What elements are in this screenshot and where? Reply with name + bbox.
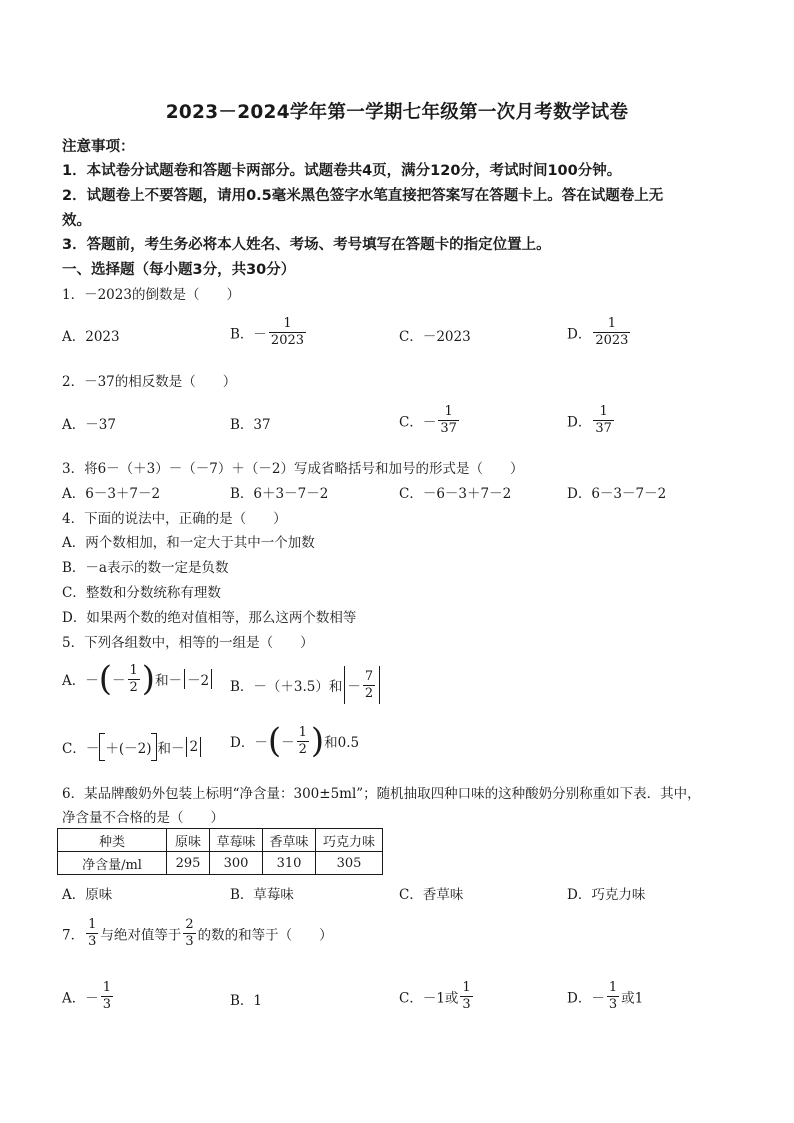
q7-option-d bbox=[567, 980, 643, 1013]
q5-a-and: 和－ bbox=[155, 673, 183, 689]
q5-d-left-paren: ( bbox=[267, 721, 282, 761]
q2-d-denominator: 37 bbox=[595, 421, 612, 436]
q1-d-numerator: 1 bbox=[607, 316, 617, 331]
q7-d-numerator: 1 bbox=[608, 980, 618, 995]
q6-table bbox=[57, 828, 383, 875]
q1-option-b bbox=[230, 316, 308, 349]
q2-option-d bbox=[567, 404, 616, 437]
q2-d-fraction bbox=[593, 404, 614, 437]
notice-item-1: 1．本试卷分试题卷和答题卡两部分。试题卷共4页，满分120分，考试时间100分钟。 bbox=[62, 163, 622, 179]
q7-stem bbox=[62, 917, 333, 950]
q5-d-post: 和0.5 bbox=[324, 735, 360, 751]
q5-a-fraction bbox=[128, 663, 140, 696]
q4-option-a: A．两个数相加，和一定大于其中一个加数 bbox=[62, 535, 315, 551]
q5-a-numerator: 1 bbox=[129, 662, 138, 678]
q5-d-minus: － bbox=[281, 735, 295, 751]
q5-c-and: 和－ bbox=[157, 741, 185, 757]
q7-c-numerator: 1 bbox=[462, 980, 471, 995]
q5-b-fraction bbox=[363, 669, 375, 702]
q7-post-text: 的数的和等于（ ） bbox=[197, 927, 333, 944]
table-header-cell: 草莓味 bbox=[210, 829, 263, 852]
q1-d-prefix: D． bbox=[567, 326, 592, 343]
q6-option-c: C．香草味 bbox=[399, 887, 464, 903]
q5-b-minus: － bbox=[347, 679, 361, 695]
q7-option-c bbox=[399, 980, 475, 1013]
q1-b-denominator: 2023 bbox=[270, 333, 305, 348]
q5-option-b bbox=[230, 666, 382, 704]
q7-d-post: 或1 bbox=[621, 990, 644, 1007]
q3-option-a: A．6－3＋7－2 bbox=[62, 486, 161, 502]
table-header-row bbox=[58, 829, 383, 852]
q5-c-abs-value: 2 bbox=[189, 739, 199, 755]
q3-option-c: C．－6－3＋7－2 bbox=[399, 486, 512, 502]
q2-option-c bbox=[399, 404, 461, 437]
table-header-cell: 种类 bbox=[58, 829, 167, 852]
q1-option-a: A．2023 bbox=[62, 329, 120, 345]
notice-item-2: 2．试题卷上不要答题，请用0.5毫米黑色签字水笔直接把答案写在答题卡上。答在试题卷上无 bbox=[62, 188, 664, 204]
q1-stem: 1．－2023的倒数是（ ） bbox=[62, 287, 240, 303]
table-cell: 300 bbox=[210, 852, 263, 875]
q3-option-d: D．6－3－7－2 bbox=[567, 486, 667, 502]
q7-a-prefix: A．－ bbox=[62, 990, 99, 1007]
q7-d-fraction bbox=[607, 980, 619, 1013]
table-cell: 295 bbox=[167, 852, 210, 875]
q5-b-denominator: 2 bbox=[364, 685, 374, 701]
q7-d-prefix: D．－ bbox=[567, 990, 605, 1007]
q5-b-text: B．－（＋3.5）和 bbox=[230, 679, 343, 695]
q5-option-c bbox=[62, 733, 203, 761]
q4-option-b: B．－a表示的数一定是负数 bbox=[62, 560, 229, 576]
q5-d-numerator: 1 bbox=[298, 724, 307, 740]
q2-d-prefix: D． bbox=[567, 414, 592, 431]
q1-b-fraction bbox=[269, 316, 306, 349]
q7-fraction-1 bbox=[86, 917, 98, 950]
q6-stem-line-2: 净含量不合格的是（ ） bbox=[62, 810, 224, 826]
q5-a-abs-value: －2 bbox=[187, 673, 210, 689]
q3-stem: 3．将6－（＋3）－（－7）＋（－2）写成省略括号和加号的形式是（ ） bbox=[62, 461, 524, 477]
q4-option-c: C．整数和分数统称有理数 bbox=[62, 585, 221, 601]
q2-c-numerator: 1 bbox=[444, 404, 453, 419]
q5-d-denominator: 2 bbox=[298, 741, 307, 757]
q2-c-prefix: C．－ bbox=[399, 414, 437, 431]
table-header-cell: 巧克力味 bbox=[316, 829, 383, 852]
q1-option-c: C．－2023 bbox=[399, 329, 471, 345]
q4-stem: 4．下面的说法中，正确的是（ ） bbox=[62, 511, 287, 527]
exam-title: 2023－2024学年第一学期七年级第一次月考数学试卷 bbox=[165, 102, 629, 123]
q2-option-a: A．－37 bbox=[62, 417, 116, 433]
q5-option-a bbox=[62, 659, 214, 699]
q7-f2-denominator: 3 bbox=[185, 934, 194, 949]
section-heading: 一、选择题（每小题3分，共30分） bbox=[62, 262, 296, 278]
q7-c-fraction bbox=[460, 980, 472, 1013]
q7-c-denominator: 3 bbox=[462, 997, 471, 1012]
q7-c-prefix: C．－1或 bbox=[399, 990, 459, 1007]
q2-c-denominator: 37 bbox=[440, 421, 457, 436]
q5-d-prefix: D．－ bbox=[230, 735, 268, 751]
notice-item-2-cont: 效。 bbox=[62, 213, 91, 229]
table-header-cell: 原味 bbox=[167, 829, 210, 852]
table-cell: 305 bbox=[316, 852, 383, 875]
q6-option-b: B．草莓味 bbox=[230, 887, 294, 903]
q5-a-right-paren: ) bbox=[141, 659, 156, 699]
q7-prefix: 7． bbox=[62, 927, 85, 944]
q3-option-b: B．6＋3－7－2 bbox=[230, 486, 329, 502]
q5-d-fraction bbox=[297, 725, 309, 758]
q1-d-fraction bbox=[593, 316, 630, 349]
q7-a-numerator: 1 bbox=[102, 980, 112, 995]
q5-a-left-paren: ( bbox=[98, 659, 113, 699]
q7-option-a bbox=[62, 980, 115, 1013]
table-header-cell: 香草味 bbox=[263, 829, 316, 852]
q5-stem: 5．下列各组数中，相等的一组是（ ） bbox=[62, 635, 314, 651]
table-cell: 净含量/ml bbox=[58, 852, 167, 875]
q5-a-denominator: 2 bbox=[129, 679, 138, 695]
q2-c-fraction bbox=[438, 404, 459, 437]
q1-b-prefix: B．－ bbox=[230, 326, 267, 343]
notice-heading: 注意事项： bbox=[62, 139, 135, 155]
q5-c-prefix: C．－ bbox=[62, 741, 100, 757]
q5-d-right-paren: ) bbox=[310, 721, 325, 761]
q2-option-b: B．37 bbox=[230, 417, 271, 433]
q7-f1-numerator: 1 bbox=[88, 917, 97, 932]
q5-a-minus: － bbox=[112, 673, 126, 689]
q7-option-b: B．1 bbox=[230, 993, 263, 1009]
q5-b-numerator: 7 bbox=[364, 668, 374, 684]
q7-a-denominator: 3 bbox=[102, 997, 112, 1012]
q6-option-d: D．巧克力味 bbox=[567, 887, 646, 903]
q7-mid-text: 与绝对值等于 bbox=[100, 927, 182, 944]
q7-fraction-2 bbox=[183, 917, 195, 950]
q7-f1-denominator: 3 bbox=[88, 934, 97, 949]
q6-stem-line-1: 6．某品牌酸奶外包装上标明“净含量：300±5ml”；随机抽取四种口味的这种酸奶分别称重如下表．其中， bbox=[62, 786, 701, 802]
q1-d-denominator: 2023 bbox=[595, 333, 629, 348]
q1-b-numerator: 1 bbox=[283, 316, 292, 331]
q6-option-a: A．原味 bbox=[62, 887, 113, 903]
q7-f2-numerator: 2 bbox=[185, 917, 194, 932]
q7-d-denominator: 3 bbox=[608, 997, 618, 1012]
q5-a-prefix: A．－ bbox=[62, 673, 99, 689]
q1-option-d bbox=[567, 316, 632, 349]
q5-c-inner: ＋(－2) bbox=[105, 741, 152, 757]
q2-d-numerator: 1 bbox=[599, 404, 608, 419]
q2-stem: 2．－37的相反数是（ ） bbox=[62, 374, 237, 390]
notice-item-3: 3．答题前，考生务必将本人姓名、考场、考号填写在答题卡的指定位置上。 bbox=[62, 237, 551, 253]
table-row bbox=[58, 852, 383, 875]
q4-option-d: D．如果两个数的绝对值相等，那么这两个数相等 bbox=[62, 610, 357, 626]
table-cell: 310 bbox=[263, 852, 316, 875]
q7-a-fraction bbox=[101, 980, 113, 1013]
q5-option-d bbox=[230, 721, 360, 761]
